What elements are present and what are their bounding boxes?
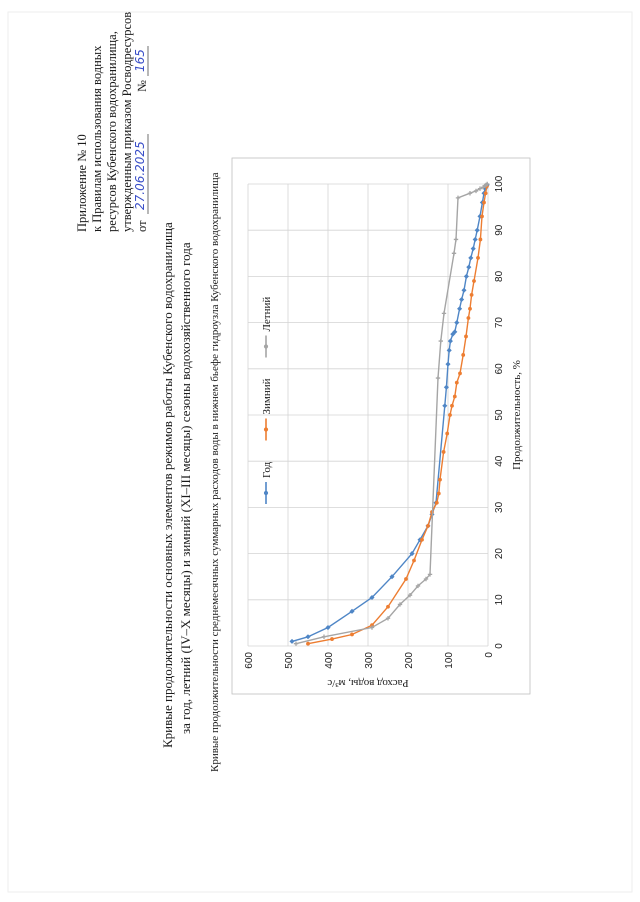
series-point: [420, 538, 424, 542]
series-point: [464, 335, 468, 339]
legend-label: Зимний: [261, 378, 273, 415]
y-tick-label: 600: [244, 652, 255, 669]
chart-frame: [232, 158, 530, 694]
series-point: [479, 238, 483, 242]
series-point: [476, 256, 480, 260]
series-point: [445, 432, 449, 436]
series-point: [455, 381, 459, 385]
series-point: [484, 191, 488, 195]
series-point: [472, 279, 476, 283]
series-point: [442, 450, 446, 454]
y-tick-label: 0: [484, 652, 495, 658]
header-line-2: к Правилам использования водных: [90, 45, 104, 232]
series-point: [447, 348, 452, 353]
series-point: [454, 237, 458, 241]
series-point: [456, 196, 460, 200]
y-tick-label: 400: [324, 652, 335, 669]
y-tick-label: 500: [284, 652, 295, 669]
series-point: [294, 641, 298, 645]
series-point: [452, 251, 456, 255]
series-point: [289, 639, 294, 644]
x-tick-label: 50: [494, 409, 505, 421]
x-tick-label: 80: [494, 270, 505, 282]
chart-legend: [261, 297, 273, 504]
series-point: [480, 214, 484, 218]
x-tick-label: 20: [494, 548, 505, 560]
series-point: [457, 306, 462, 311]
header-line-5-prefix: от: [135, 220, 149, 232]
series-point: [467, 316, 471, 320]
series-point: [442, 403, 447, 408]
x-tick-label: 40: [494, 455, 505, 467]
series-point: [475, 228, 480, 233]
series-point: [466, 265, 471, 270]
x-tick-label: 70: [494, 317, 505, 329]
header-block: [75, 12, 149, 232]
chart: [232, 158, 530, 694]
x-tick-label: 100: [494, 175, 505, 193]
y-tick-label: 100: [444, 652, 455, 669]
series-point: [468, 255, 473, 260]
series-point: [437, 492, 441, 496]
series-point: [306, 642, 310, 646]
header-line-3: ресурсов Кубенского водохранилища,: [105, 31, 119, 232]
chart-title: Кривые продолжительности среднемесячных суммарных расходов воды в нижнем бьефе гидроузла Кубенского водохранилища: [209, 172, 221, 772]
series-point: [412, 559, 416, 563]
series-point: [468, 191, 472, 195]
series-point: [453, 395, 457, 399]
series-point: [445, 362, 450, 367]
y-tick-label: 200: [404, 652, 415, 669]
y-axis-label: Расход воды, м³/с: [327, 677, 409, 689]
header-line-4: утвержденным приказом Росводресурсов: [120, 11, 134, 232]
title-line-2: за год, летний (IV–X месяцы) и зимний (XI–III месяцы) сезоны водохозяйственного года: [178, 242, 193, 734]
x-tick-label: 30: [494, 501, 505, 513]
series-point: [435, 501, 439, 505]
date-handwritten: 27.06.2025: [133, 141, 147, 210]
series-point: [322, 635, 326, 639]
series-point: [471, 246, 476, 251]
series-point: [458, 372, 462, 376]
series-point: [464, 274, 469, 279]
series-point: [404, 577, 408, 581]
number-handwritten: 165: [133, 49, 147, 72]
series-point: [459, 297, 464, 302]
y-tick-label: 300: [364, 652, 375, 669]
series-point: [436, 376, 440, 380]
legend-marker: [264, 491, 268, 495]
series-point: [473, 237, 478, 242]
series-line-0: [292, 185, 487, 642]
number-prefix: №: [135, 80, 149, 92]
x-tick-label: 0: [494, 643, 505, 649]
header-line-1: Приложение № 10: [75, 134, 89, 232]
legend-label: Летний: [261, 296, 273, 332]
series-point: [386, 605, 390, 609]
series-point: [468, 307, 472, 311]
title-line-1: Кривые продолжительности основных элементов режимов работы Кубенского водохранилища: [160, 222, 175, 748]
legend-marker: [264, 427, 268, 431]
chart-series: [289, 182, 489, 646]
x-tick-label: 10: [494, 594, 505, 606]
series-point: [442, 311, 446, 315]
legend-label: Год: [261, 461, 273, 478]
series-point: [426, 524, 430, 528]
series-point: [438, 478, 442, 482]
series-point: [448, 413, 452, 417]
series-point: [470, 293, 474, 297]
series-point: [454, 320, 459, 325]
series-point: [461, 353, 465, 357]
series-point: [482, 201, 486, 205]
series-point: [448, 339, 453, 344]
title-block: [160, 222, 193, 748]
x-tick-label: 60: [494, 363, 505, 375]
x-axis-label: Продолжительность, %: [511, 360, 523, 470]
series-point: [330, 637, 334, 641]
series-point: [450, 404, 454, 408]
legend-marker: [264, 344, 268, 348]
series-point: [439, 339, 443, 343]
chart-title-block: [209, 172, 221, 772]
series-point: [305, 634, 310, 639]
x-tick-label: 90: [494, 224, 505, 236]
series-point: [461, 288, 466, 293]
series-point: [350, 633, 354, 637]
